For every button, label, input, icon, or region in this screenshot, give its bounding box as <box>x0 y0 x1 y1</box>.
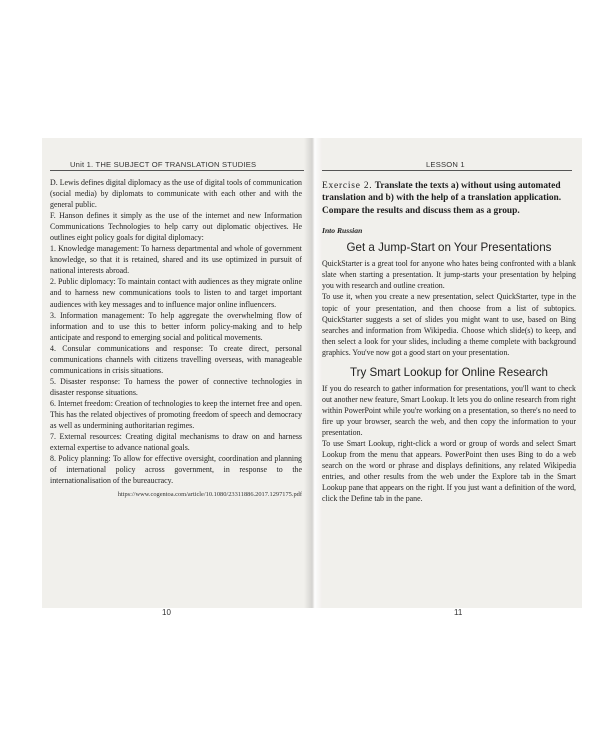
left-header-rule <box>50 170 304 171</box>
exercise-text: Translate the texts a) without using automated translation and b) with the help of a translation application. Compare the results and discuss them as a group. <box>322 181 562 216</box>
right-page <box>314 138 582 617</box>
exercise-label: Exercise 2. <box>322 181 373 191</box>
smart-lookup-paragraph-2: To use Smart Lookup, right-click a word or group of words and select Smart Lookup from the menu that appears. PowerPoint then uses Bing to do a web search on the word or phrase and displays definitions, any related Wikipedia entries, and other results from the web under the Explore tab in the Smart Lookup pane that appears on the right. If you just want a definition of the word, click the Define tab in the pane. <box>322 439 576 504</box>
section-title-jump-start: Get a Jump-Start on Your Presentations <box>346 241 552 255</box>
left-paragraph-4: 2. Public diplomacy: To maintain contact with audiences as they migrate online and to harness new communications tools to listen to and target important audiences with key messages and to influence major online influencers. <box>50 277 302 309</box>
exercise-instruction <box>322 180 576 217</box>
right-running-head: LESSON 1 <box>426 160 465 169</box>
into-russian-label: Into Russian <box>322 226 363 236</box>
left-paragraph-2: F. Hanson defines it simply as the use of the internet and new Information Communications Technologies to help carry out diplomatic objectives. He outlines eight policy goals for digital diplomacy: <box>50 211 302 243</box>
book-spread <box>42 138 582 617</box>
section-title-smart-lookup: Try Smart Lookup for Online Research <box>349 365 549 379</box>
left-page-body <box>50 177 302 500</box>
right-page-number: 11 <box>454 608 463 617</box>
left-paragraph-9: 7. External resources: Creating digital mechanisms to draw on and harness external expertise to advance national goals. <box>50 432 302 453</box>
left-paragraph-10: 8. Policy planning: To allow for effective oversight, coordination and planning of international policy across government, in response to the internationalisation of the bureaucracy. <box>50 454 302 486</box>
right-header-rule <box>322 170 572 171</box>
jump-start-paragraph-2: To use it, when you create a new presentation, select QuickStarter, type in the topic of your presentation, and then choose from a list of subtopics. QuickStarter suggests a set of slides you might want to use, based on Bing searches and information from Wikipedia. Choose which slide(s) to keep, and then select a look for your slides, including a theme complete with background graphics. You've now got a good start on your presentation. <box>322 292 576 357</box>
left-paragraph-8: 6. Internet freedom: Creation of technologies to keep the internet free and open. This has the related objectives of promoting freedom of speech and democracy as well as undermining authoritarian regimes. <box>50 398 302 431</box>
left-paragraph-6: 4. Consular communications and response: To create direct, personal communications channels with citizens travelling overseas, with manageable communications in crisis situations. <box>50 343 302 375</box>
left-paragraph-7: 5. Disaster response: To harness the power of connective technologies in disaster response situations. <box>50 376 302 397</box>
right-page-body <box>322 180 576 504</box>
smart-lookup-paragraph-1: If you do research to gather information for presentations, you'll want to check out another new feature, Smart Lookup. It lets you do online research from right within PowerPoint while you're working on a presentation, so there's no need to fire up your browser, search the web, and then copy the information to your presentation. <box>322 383 576 437</box>
jump-start-paragraph-1: QuickStarter is a great tool for anyone who hates being confronted with a blank slate when starting a presentation. It jump-starts your presentation by helping you with research and outline creation. <box>322 259 576 291</box>
left-page <box>42 138 310 617</box>
left-running-head: Unit 1. THE SUBJECT OF TRANSLATION STUDIES <box>70 160 257 169</box>
left-paragraph-5: 3. Information management: To help aggregate the overwhelming flow of information and to use this to better inform policy-making and to help anticipate and respond to emerging social and political movements. <box>50 310 302 342</box>
left-paragraph-3: 1. Knowledge management: To harness departmental and whole of government knowledge, so that it is retained, shared and its use optimized in pursuit of national interests abroad. <box>50 244 302 276</box>
left-page-number: 10 <box>162 608 171 617</box>
left-paragraph-1: D. Lewis defines digital diplomacy as the use of digital tools of communication (social media) by diplomats to communicate with each other and with the general public. <box>50 178 302 210</box>
source-url: https://www.cogentoa.com/article/10.1080/23311886.2017.1297175.pdf <box>117 491 302 499</box>
